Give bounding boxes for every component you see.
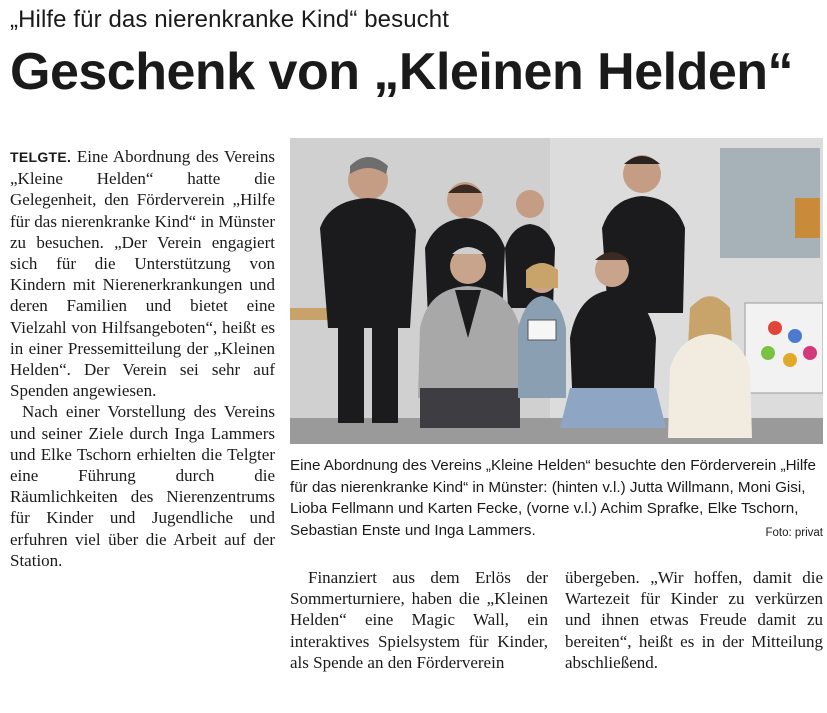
article-paragraph-1	[10, 146, 275, 401]
article-column-1	[10, 146, 275, 571]
article-column-3: übergeben. „Wir hoffen, damit die Wartezeit für Kinder zu verkürzen und ihnen etwas Freude damit zu bereiten“, heißt es in der Mitteilung abschließend.	[565, 568, 823, 672]
caption-text: Eine Abordnung des Vereins „Kleine Helden“ besuchte den Förderverein „Hilfe für das nierenkranke Kind“ in Münster: (hinten v.l.) Jutta Willmann, Moni Gisi, Lioba Fellmann und Karten Fecke, (vorne v.l.) Achim Sprafke, Elke Tschorn, Sebastian Enste und Inga Lammers.	[290, 457, 816, 539]
article-photo	[290, 138, 823, 444]
photo-caption	[290, 455, 823, 544]
article-column-2: Finanziert aus dem Erlös der Sommerturniere, haben die „Kleinen Helden“ eine Magic Wall, ein interaktives Spielsystem für Kinder, als Spende an den Förderverein	[290, 568, 548, 672]
paragraph-1-text: Eine Abordnung des Vereins „Kleine Helden“ hatte die Gelegenheit, den Förderverein „Hilfe für das nierenkranke Kind“ in Münster zu besuchen. „Der Verein engagiert sich für die Unterstützung von Kindern mit Nierenerkrankungen und deren Familien und bietet eine Vielzahl von Hilfsangeboten“, heißt es in einer Pressemitteilung der „Kleinen Helden“. Der Verein sei sehr auf Spenden angewiesen.	[10, 147, 275, 401]
article-paragraph-2: Nach einer Vorstellung des Vereins und seiner Ziele durch Inga Lammers und Elke Tschorn erhielten die Telgter eine Führung durch die Räumlichkeiten des Nierenzentrums für Kinder und Jugendliche und erfuhren viel über die Arbeit auf der Station.	[10, 402, 275, 570]
group-photo-illustration	[290, 138, 823, 444]
article-headline: Geschenk von „Kleinen Helden“	[10, 43, 794, 101]
dateline: TELGTE.	[10, 149, 72, 165]
photo-credit: Foto: privat	[765, 526, 823, 539]
article-kicker: „Hilfe für das nierenkranke Kind“ besucht	[10, 6, 449, 33]
